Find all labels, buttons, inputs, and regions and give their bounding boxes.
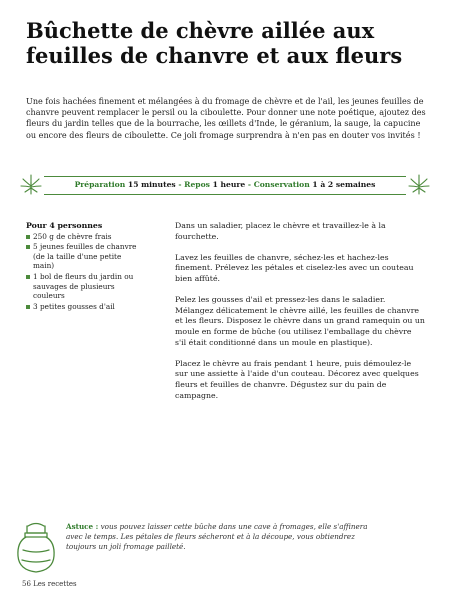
list-item — [26, 272, 144, 301]
page-title — [26, 18, 426, 68]
bullet-square-icon — [26, 305, 30, 309]
title-line-2: feuilles de chanvre et aux fleurs — [26, 43, 403, 68]
prep-rule-bottom — [44, 194, 406, 195]
repos-label: Repos — [184, 180, 210, 189]
ingredient-items — [26, 232, 144, 312]
jar-icon — [14, 520, 58, 576]
tip-text: vous pouvez laisser cette bûche dans une cave à fromages, elle s'affinera avec le temps. Les pétales de fleurs sécheront et à la découpe, vous obtiendrez toujours un joli fromage pailleté. — [66, 522, 368, 552]
list-item — [26, 302, 144, 312]
prep-rule-top — [44, 176, 406, 177]
list-item — [26, 232, 144, 242]
ingredient-text: 250 g de chèvre frais — [33, 231, 112, 241]
repos-value: 1 heure — [212, 180, 246, 189]
ingredient-text: 3 petites gousses d'ail — [33, 301, 115, 311]
prep-separator-1: - — [175, 180, 185, 189]
recipe-steps — [175, 221, 425, 412]
tip-label: Astuce : — [66, 522, 99, 531]
step-paragraph: Pelez les gousses d'ail et pressez-les dans le saladier. Mélangez délicatement le chèvre aillé, les feuilles de chanvre et les fleurs. Disposez le chèvre dans un grand ramequin ou un moule en forme de bûche (ou utilisez l'emballage du chèvre s'il était conditionné dans un moule en plastique). — [175, 295, 425, 347]
bullet-square-icon — [26, 245, 30, 249]
prep-separator-2: - — [245, 180, 254, 189]
preparation-label: Préparation — [74, 180, 126, 189]
preparation-value: 15 minutes — [127, 180, 176, 189]
tip-box — [66, 522, 386, 553]
list-item — [26, 242, 144, 271]
page-folio: 56 Les recettes — [22, 580, 77, 588]
conservation-label: Conservation — [253, 180, 310, 189]
ingredient-text: 1 bol de fleurs du jardin ou sauvages de plusieurs couleurs — [33, 271, 134, 301]
preparation-bar — [20, 174, 430, 198]
step-paragraph: Placez le chèvre au frais pendant 1 heure, puis démoulez-le sur une assiette à l'aide d'un couteau. Décorez avec quelques fleurs et feuilles de chanvre. Dégustez sur du pain de campagne. — [175, 358, 419, 400]
servings-heading: Pour 4 personnes — [26, 221, 103, 230]
ingredient-text: 5 jeunes feuilles de chanvre (de la taille d'une petite main) — [33, 242, 137, 271]
title-line-1: Bûchette de chèvre aillée aux — [26, 18, 375, 43]
ingredients-list — [26, 221, 144, 312]
bullet-square-icon — [26, 235, 30, 239]
conservation-value: 1 à 2 semaines — [312, 180, 376, 189]
step-paragraph: Lavez les feuilles de chanvre, séchez-les et hachez-les finement. Prélevez les pétales et ciselez-les avec un couteau bien affûté. — [175, 252, 414, 283]
hemp-leaf-icon — [408, 174, 430, 196]
intro-paragraph: Une fois hachées finement et mélangées à du fromage de chèvre et de l'ail, les jeunes feuilles de chanvre peuvent remplacer le persil ou la ciboulette. Pour donner une note poétique, ajoutez des fleurs du jardin telles que de la bourrache, les œillets d'Inde, le géranium, la sauge, la capucine ou encore des fleurs de ciboulette. Ce joli fromage surprendra à n'en pas en douter vos invités ! — [26, 96, 426, 140]
step-paragraph: Dans un saladier, placez le chèvre et travaillez-le à la fourchette. — [175, 221, 386, 241]
prep-info — [20, 180, 430, 190]
bullet-square-icon — [26, 275, 30, 279]
